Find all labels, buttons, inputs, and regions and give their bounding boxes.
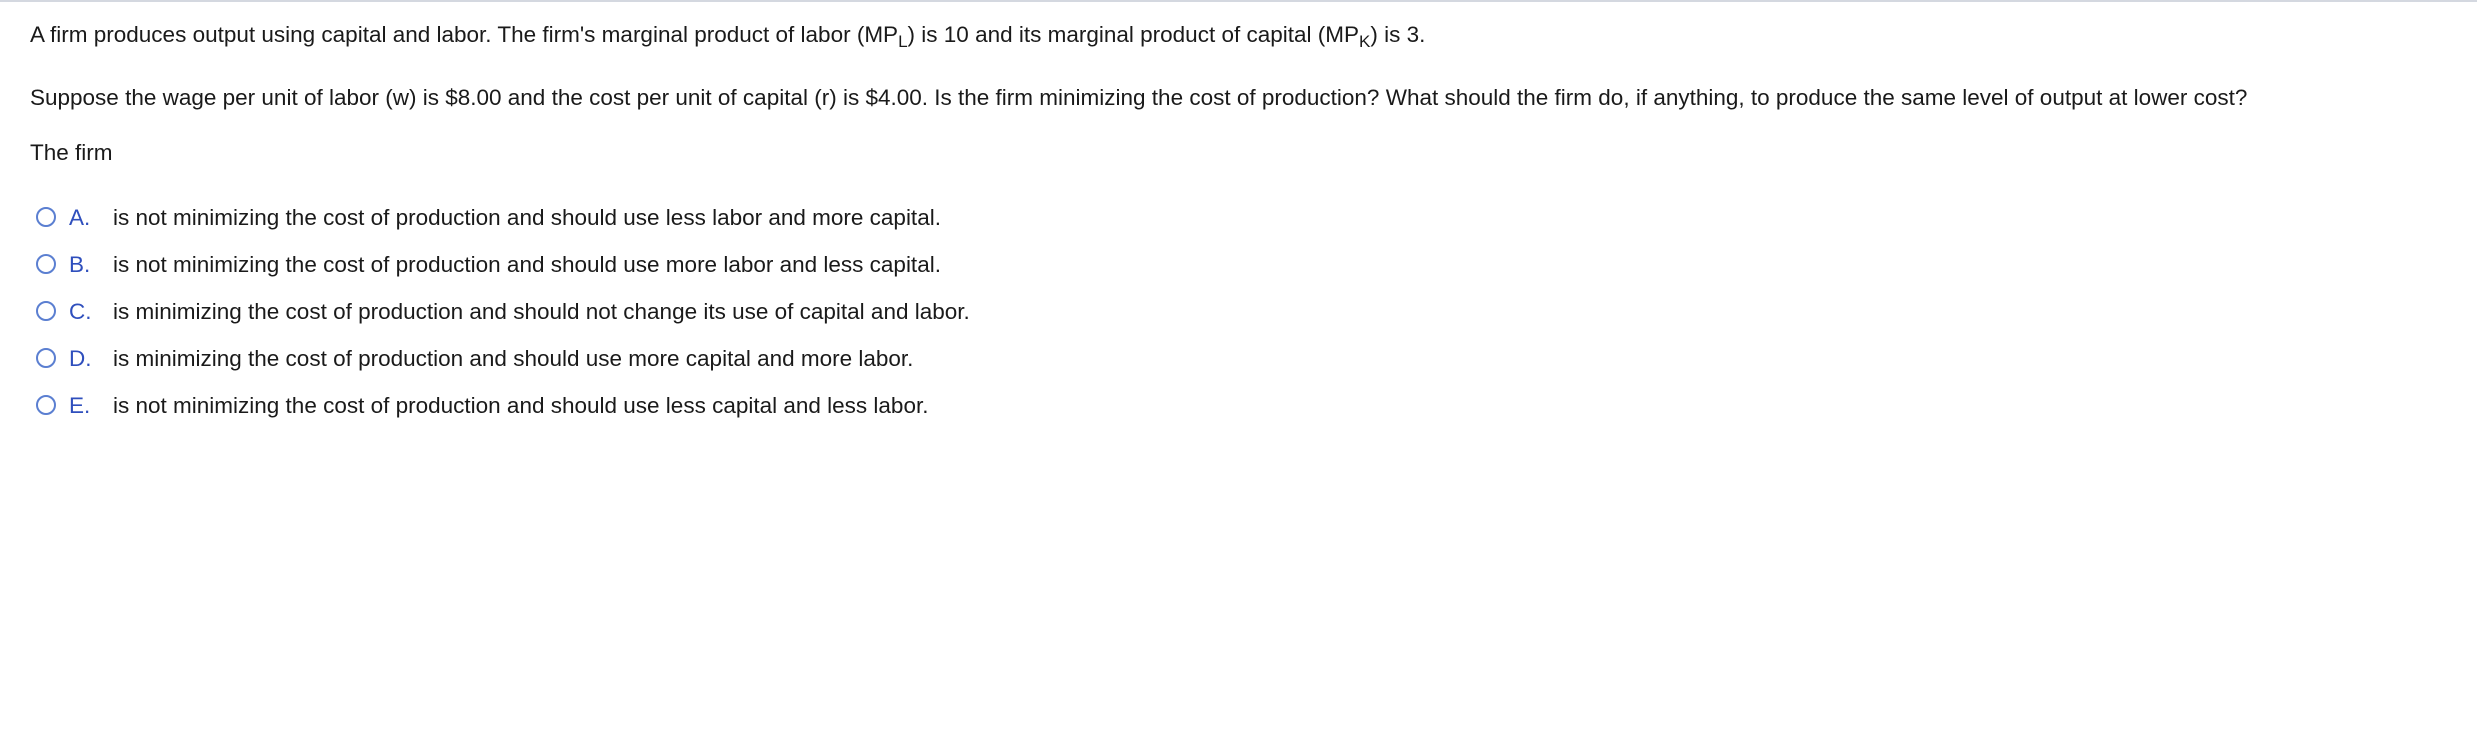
choice-letter: D. [69, 346, 92, 371]
intro-text-1: A firm produces output using capital and labor. The firm's marginal product of labor (MP [30, 22, 899, 47]
top-divider [0, 0, 2477, 2]
choice-letter: C. [69, 299, 92, 324]
choice-e[interactable] [30, 388, 1130, 424]
choice-text: is not minimizing the cost of production and should use less labor and more capital. [113, 205, 941, 230]
choice-text: is not minimizing the cost of production and should use more labor and less capital. [113, 252, 941, 277]
choice-text: is not minimizing the cost of production and should use less capital and less labor. [113, 393, 929, 418]
intro-text-2: ) is 10 and its marginal product of capital (MP [907, 22, 1359, 47]
mpl-subscript: L [898, 32, 908, 51]
question-intro [30, 21, 1425, 49]
mpk-subscript: K [1359, 32, 1371, 51]
radio-button-icon[interactable] [36, 254, 56, 274]
radio-button-icon[interactable] [36, 395, 56, 415]
question-stem: The firm [30, 140, 113, 165]
intro-text-3: ) is 3. [1370, 22, 1426, 47]
choice-b[interactable] [30, 247, 1130, 283]
choice-c[interactable] [30, 294, 1130, 330]
choice-letter: A. [69, 205, 91, 230]
choice-d[interactable] [30, 341, 1130, 377]
choice-letter: E. [69, 393, 91, 418]
choice-a[interactable] [30, 200, 1130, 236]
choice-text: is minimizing the cost of production and should not change its use of capital and labor. [113, 299, 970, 324]
radio-button-icon[interactable] [36, 348, 56, 368]
choice-letter: B. [69, 252, 91, 277]
choice-text: is minimizing the cost of production and should use more capital and more labor. [113, 346, 914, 371]
radio-button-icon[interactable] [36, 301, 56, 321]
radio-button-icon[interactable] [36, 207, 56, 227]
question-prompt: Suppose the wage per unit of labor (w) is $8.00 and the cost per unit of capital (r) is $4.00. Is the firm minimizing the cost of production? What should the firm do, if anything, to produce the same level of output at lower cost? [30, 85, 2248, 110]
